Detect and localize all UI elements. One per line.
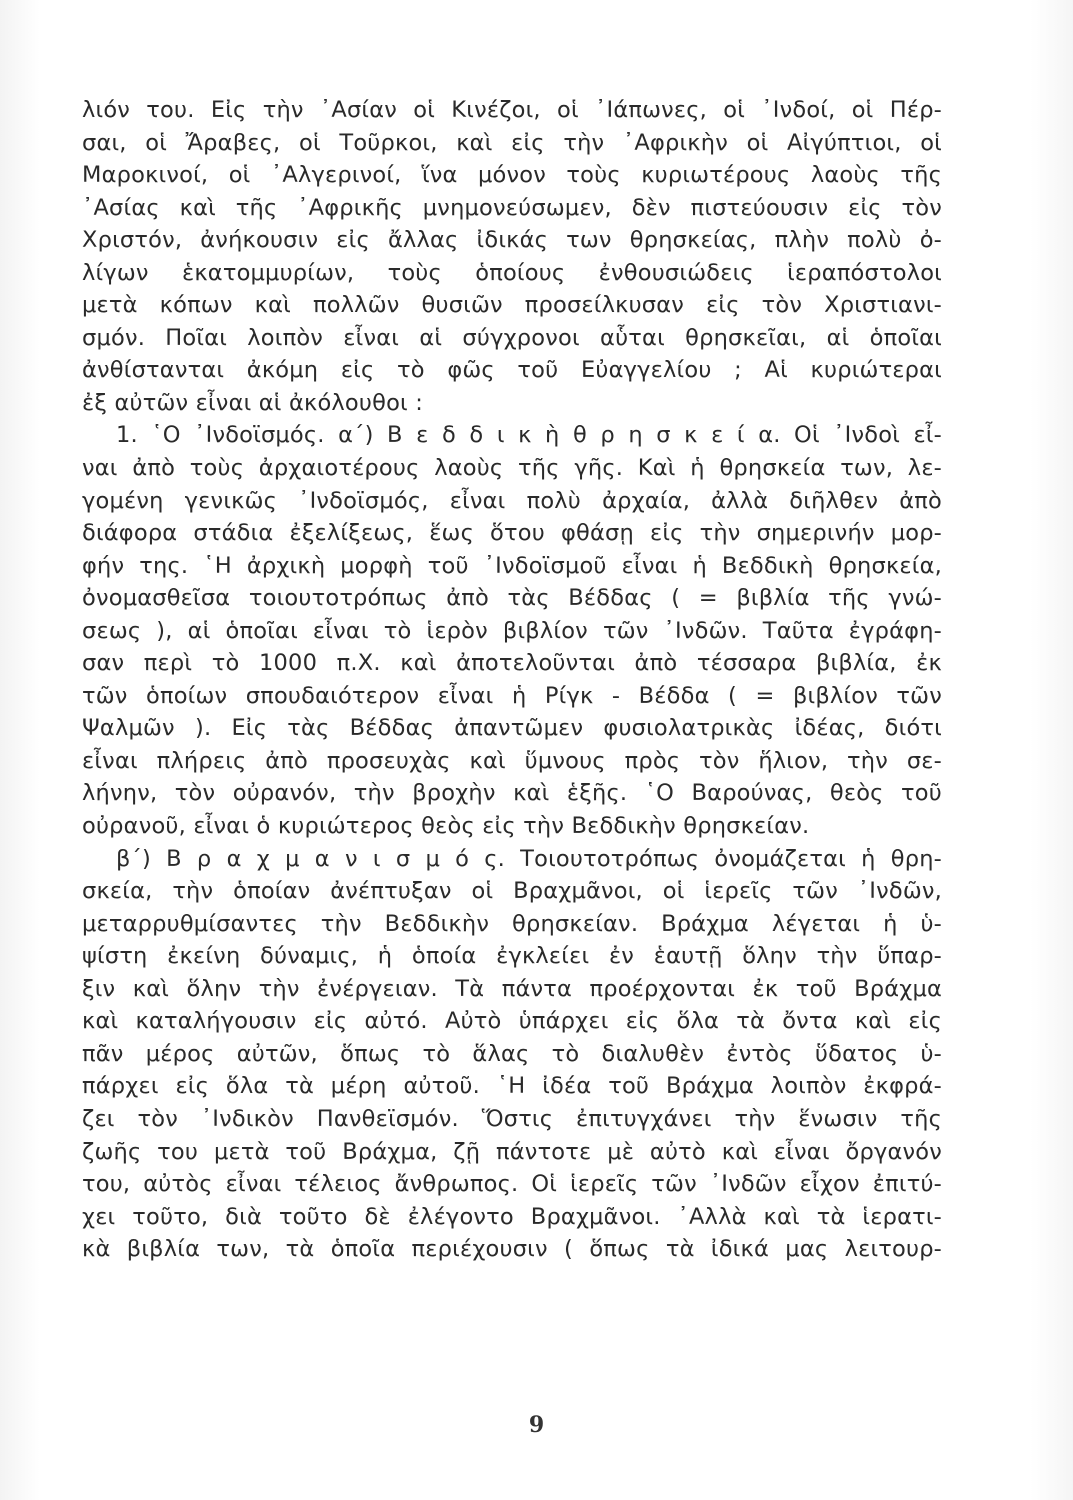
body-text bbox=[82, 94, 942, 1266]
text-line: ζωῆς του μετὰ τοῦ Βράχμα, ζῇ πάντοτε μὲ αὐτὸ καὶ εἶναι ὄργανόν bbox=[82, 1138, 942, 1165]
text-line: Χριστόν, ἀνήκουσιν εἰς ἄλλας ἰδικάς των θρησκείας, πλὴν πολὺ ὀ- bbox=[82, 227, 942, 254]
subsection-heading-line: β΄) Β ρ α χ μ α ν ι σ μ ό ς. Τοιουτοτρόπως ὀνομάζεται ἡ θρη- bbox=[116, 845, 942, 872]
text-line: πᾶν μέρος αὐτῶν, ὅπως τὸ ἅλας τὸ διαλυθὲν ἐντὸς ὕδατος ὑ- bbox=[82, 1040, 942, 1067]
text-line: λιόν του. Εἰς τὴν ᾿Ασίαν οἱ Κινέζοι, οἱ ᾿Ιάπωνες, οἱ ᾿Ινδοί, οἱ Πέρ- bbox=[82, 97, 942, 123]
text-line: διάφορα στάδια ἐξελίξεως, ἕως ὅτου φθάσῃ εἰς τὴν σημερινήν μορ- bbox=[82, 520, 942, 547]
text-line: λήνην, τὸν οὐρανόν, τὴν βροχὴν καὶ ἑξῆς. ῾Ο Βαρούνας, θεὸς τοῦ bbox=[82, 780, 942, 807]
text-line: κὰ βιβλία των, τὰ ὁποῖα περιέχουσιν ( ὅπως τὰ ἰδικά μας λειτουρ- bbox=[82, 1236, 942, 1263]
text-line: σαι, οἱ Ἄραβες, οἱ Τοῦρκοι, καὶ εἰς τὴν ᾿Αφρικὴν οἱ Αἰγύπτιοι, οἱ bbox=[82, 129, 942, 156]
text-line: ναι ἀπὸ τοὺς ἀρχαιοτέρους λαοὺς τῆς γῆς. Καὶ ἡ θρησκεία των, λε- bbox=[82, 455, 942, 482]
text-line: Ψαλμῶν ). Εἰς τὰς Βέδδας ἀπαντῶμεν φυσιολατρικὰς ἰδέας, διότι bbox=[82, 715, 942, 742]
section-heading-line: 1. ῾Ο ᾿Ινδοϊσμός. α΄) Β ε δ δ ι κ ὴ θ ρ η σ κ ε ί α. Οἱ ᾿Ινδοὶ εἶ- bbox=[116, 422, 942, 449]
text-line: πάρχει εἰς ὅλα τὰ μέρη αὐτοῦ. ῾Η ἰδέα τοῦ Βράχμα λοιπὸν ἐκφρά- bbox=[82, 1073, 942, 1100]
text-line: ζει τὸν ᾿Ινδικὸν Πανθεϊσμόν. Ὅστις ἐπιτυγχάνει τὴν ἕνωσιν τῆς bbox=[82, 1105, 942, 1132]
text-line: σεως ), αἱ ὁποῖαι εἶναι τὸ ἱερὸν βιβλίον τῶν ᾿Ινδῶν. Ταῦτα ἐγράφη- bbox=[82, 617, 942, 644]
text-line: ὀνομασθεῖσα τοιουτοτρόπως ἀπὸ τὰς Βέδδας ( = βιβλία τῆς γνώ- bbox=[82, 585, 942, 612]
text-line: ᾿Ασίας καὶ τῆς ᾿Αφρικῆς μνημονεύσωμεν, δὲν πιστεύουσιν εἰς τὸν bbox=[82, 194, 942, 221]
text-line: Μαροκινοί, οἱ ᾿Αλγερινοί, ἵνα μόνον τοὺς κυριωτέρους λαοὺς τῆς bbox=[82, 162, 942, 189]
text-line: ἐξ αὐτῶν εἶναι αἱ ἀκόλουθοι : bbox=[82, 389, 423, 416]
text-line: φήν της. ῾Η ἀρχικὴ μορφὴ τοῦ ᾿Ινδοϊσμοῦ εἶναι ἡ Βεδδικὴ θρησκεία, bbox=[82, 552, 942, 579]
text-line: ψίστη ἐκείνη δύναμις, ἡ ὁποία ἐγκλείει ἐν ἑαυτῇ ὅλην τὴν ὕπαρ- bbox=[82, 943, 942, 970]
text-line: χει τοῦτο, διὰ τοῦτο δὲ ἐλέγοντο Βραχμᾶνοι. ᾿Αλλὰ καὶ τὰ ἱερατι- bbox=[82, 1203, 942, 1230]
text-line: σμόν. Ποῖαι λοιπὸν εἶναι αἱ σύγχρονοι αὗται θρησκεῖαι, αἱ ὁποῖαι bbox=[82, 324, 942, 351]
text-line: ἀνθίστανται ἀκόμη εἰς τὸ φῶς τοῦ Εὐαγγελίου ; Αἱ κυριώτεραι bbox=[82, 357, 942, 384]
text-line: σαν περὶ τὸ 1000 π.Χ. καὶ ἀποτελοῦνται ἀπὸ τέσσαρα βιβλία, ἐκ bbox=[82, 650, 942, 677]
text-line: ξιν καὶ ὅλην τὴν ἐνέργειαν. Τὰ πάντα προέρχονται ἐκ τοῦ Βράχμα bbox=[82, 975, 942, 1002]
text-line: γομένη γενικῶς ᾿Ινδοϊσμός, εἶναι πολὺ ἀρχαία, ἀλλὰ διῆλθεν ἀπὸ bbox=[82, 487, 942, 514]
page-number: 9 bbox=[528, 1412, 545, 1438]
text-line: καὶ καταλήγουσιν εἰς αὐτό. Αὐτὸ ὑπάρχει εἰς ὅλα τὰ ὄντα καὶ εἰς bbox=[82, 1008, 942, 1035]
text-line: λίγων ἑκατομμυρίων, τοὺς ὁποίους ἐνθουσιώδεις ἱεραπόστολοι bbox=[82, 259, 942, 286]
text-line: μεταρρυθμίσαντες τὴν Βεδδικὴν θρησκείαν. Βράχμα λέγεται ἡ ὑ- bbox=[82, 910, 942, 937]
text-line: σκεία, τὴν ὁποίαν ἀνέπτυξαν οἱ Βραχμᾶνοι, οἱ ἱερεῖς τῶν ᾿Ινδῶν, bbox=[82, 878, 942, 905]
text-line: μετὰ κόπων καὶ πολλῶν θυσιῶν προσείλκυσαν εἰς τὸν Χριστιανι- bbox=[82, 292, 942, 319]
text-line: εἶναι πλήρεις ἀπὸ προσευχὰς καὶ ὕμνους πρὸς τὸν ἥλιον, τὴν σε- bbox=[82, 747, 942, 774]
text-line: οὐρανοῦ, εἶναι ὁ κυριώτερος θεὸς εἰς τὴν Βεδδικὴν θρησκείαν. bbox=[82, 813, 810, 840]
text-line: του, αὐτὸς εἶναι τέλειος ἄνθρωπος. Οἱ ἱερεῖς τῶν ᾿Ινδῶν εἶχον ἐπιτύ- bbox=[82, 1171, 942, 1198]
text-line: τῶν ὁποίων σπουδαιότερον εἶναι ἡ Ρίγκ - Βέδδα ( = βιβλίον τῶν bbox=[82, 682, 942, 709]
